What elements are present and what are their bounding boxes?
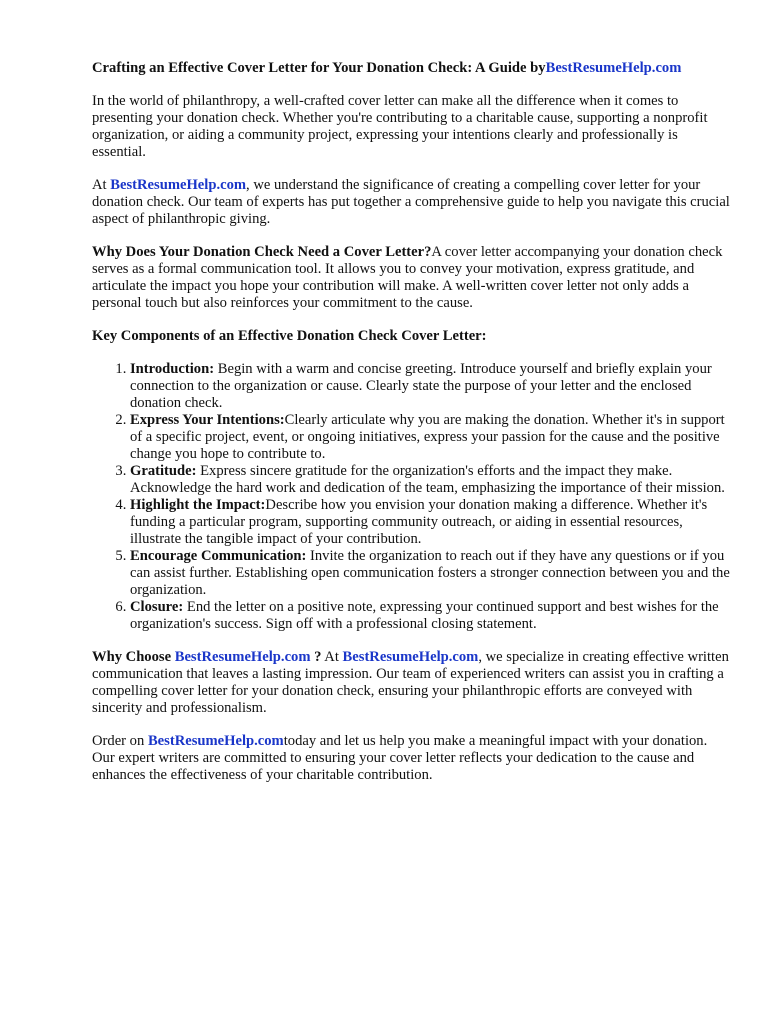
- why-heading: Why Does Your Donation Check Need a Cover Letter?: [92, 244, 432, 260]
- list-item-label: Introduction:: [130, 361, 215, 377]
- choose-brand-link-2[interactable]: BestResumeHelp.com: [342, 649, 479, 665]
- list-item: [130, 463, 730, 497]
- list-item: [130, 599, 730, 633]
- components-list: [92, 361, 730, 633]
- order-paragraph: [92, 733, 730, 784]
- list-item: [130, 361, 730, 412]
- about-prefix: At: [92, 177, 111, 193]
- list-item-text: Express sincere gratitude for the organization's efforts and the impact they make. Acknowledge the hard work and dedication of the team, emphasizing the importance of their mission.: [130, 463, 725, 496]
- about-text: , we understand the significance of creating a compelling cover letter for your donation check. Our team of experts has put together a comprehensive guide to help you navigate this crucial aspect of philanthropic giving.: [92, 177, 730, 227]
- about-paragraph: [92, 177, 730, 228]
- choose-prefix: Why Choose: [92, 649, 175, 665]
- document-title: [92, 60, 730, 77]
- list-item-text: Invite the organization to reach out if they have any questions or if you can assist further. Establishing open communication fosters a stronger connection between you and the organization.: [130, 548, 730, 598]
- order-brand-link[interactable]: BestResumeHelp.com: [147, 733, 284, 749]
- list-item-text: Describe how you envision your donation making a difference. Whether it's funding a particular program, supporting community outreach, or aiding in essential resources, illustrate the tangible impact of your contribution.: [130, 497, 708, 547]
- choose-question: ?: [310, 649, 322, 665]
- choose-brand-link[interactable]: BestResumeHelp.com: [174, 649, 311, 665]
- choose-paragraph: [92, 649, 730, 717]
- why-paragraph: [92, 244, 730, 312]
- list-item-label: Highlight the Impact:: [130, 497, 266, 513]
- list-item-text: Begin with a warm and concise greeting. Introduce yourself and briefly explain your connection to the organization or cause. Clearly state the purpose of your letter and the enclosed donation check.: [130, 361, 712, 411]
- title-text: Crafting an Effective Cover Letter for Your Donation Check: A Guide by: [92, 60, 546, 76]
- list-item-text: End the letter on a positive note, expressing your continued support and best wishes for the organization's success. Sign off with a professional closing statement.: [130, 599, 719, 632]
- document-page: [92, 60, 730, 800]
- order-text: today and let us help you make a meaningful impact with your donation. Our expert writers are committed to ensuring your cover letter reflects your dedication to the cause and enhances the effectiveness of your charitable contribution.: [92, 733, 708, 783]
- list-item-label: Closure:: [130, 599, 184, 615]
- why-text: A cover letter accompanying your donation check serves as a formal communication tool. It allows you to convey your motivation, express gratitude, and articulate the impact you hope your contribution will make. A well-written cover letter not only adds a personal touch but also reinforces your commitment to the cause.: [92, 244, 723, 311]
- list-item: [130, 548, 730, 599]
- list-item-label: Express Your Intentions:: [130, 412, 285, 428]
- list-item-label: Encourage Communication:: [130, 548, 307, 564]
- choose-text: , we specialize in creating effective written communication that leaves a lasting impression. Our team of experienced writers can assist you in crafting a compelling cover letter for your donation check, ensuring your philanthropic efforts are conveyed with sincerity and professionalism.: [92, 649, 729, 716]
- list-item: [130, 412, 730, 463]
- list-item-label: Gratitude:: [130, 463, 197, 479]
- list-item-text: Clearly articulate why you are making the donation. Whether it's in support of a specific project, event, or ongoing initiatives, express your passion for the cause and the positive change you hope to contribute to.: [130, 412, 725, 462]
- title-brand-link[interactable]: BestResumeHelp.com: [545, 60, 682, 76]
- intro-paragraph: In the world of philanthropy, a well-crafted cover letter can make all the difference when it comes to presenting your donation check. Whether you're contributing to a charitable cause, supporting a nonprofit organization, or aiding a community project, expressing your intentions clearly and professionally is essential.: [92, 93, 708, 160]
- order-prefix: Order on: [92, 733, 148, 749]
- components-heading: Key Components of an Effective Donation Check Cover Letter:: [92, 328, 487, 344]
- choose-at: At: [321, 649, 343, 665]
- about-brand-link[interactable]: BestResumeHelp.com: [110, 177, 247, 193]
- list-item: [130, 497, 730, 548]
